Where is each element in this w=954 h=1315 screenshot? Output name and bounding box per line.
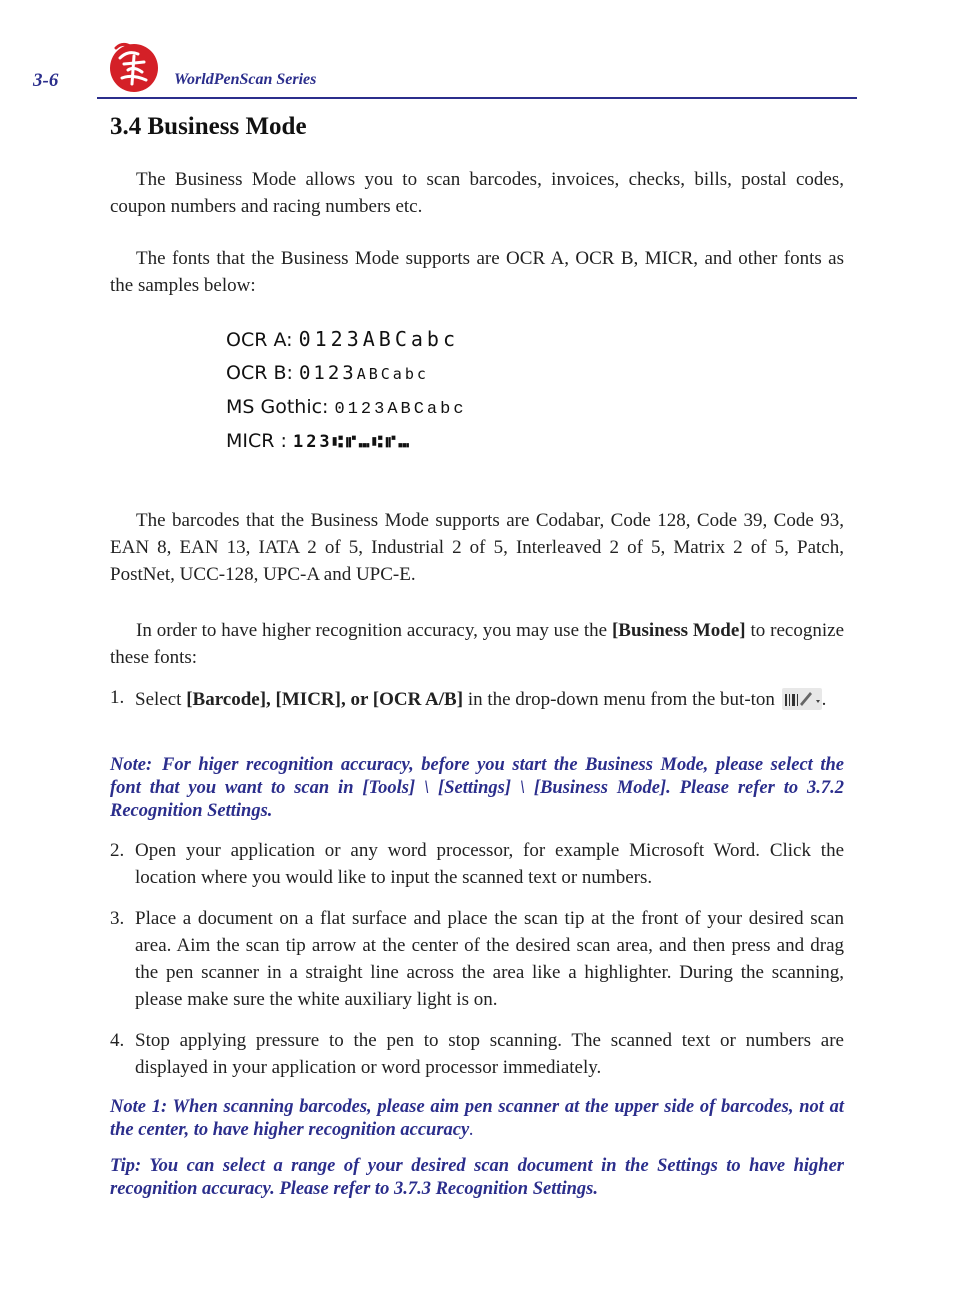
sample-text: 0123ABCabc [298, 327, 459, 351]
step-number: 4. [110, 1030, 125, 1051]
step-text: Select [135, 689, 187, 710]
sample-text-small: ABCabc [356, 365, 429, 383]
section-title: 3.4 Business Mode [110, 113, 307, 140]
page-number: 3-6 [33, 70, 59, 91]
sample-ms-gothic [226, 390, 467, 424]
accuracy-text: In order to have higher recognition accuracy, you may use the [136, 620, 612, 641]
intro-paragraph: The Business Mode allows you to scan barcodes, invoices, checks, bills, postal codes, coupon numbers and racing numbers etc. [110, 169, 844, 217]
step-bold: [Barcode], [MICR], or [OCR A/B] [186, 689, 464, 710]
step-1 [110, 684, 844, 715]
font-samples [226, 322, 467, 458]
logo-icon [108, 40, 160, 94]
tip-box [110, 1155, 844, 1201]
note-text: For higer recognition accuracy, before you start the Business Mode, please select the font that you want to scan in [Tools] \ [Settings] \ [Business Mode]. Please refer to 3.7.2 Recognition Settings. [110, 755, 844, 821]
note-1-text: When scanning barcodes, please aim pen scanner at the upper side of barcodes, not at the center, to have higher recognition accuracy [110, 1097, 845, 1140]
step-number: 2. [110, 840, 125, 861]
step-text: Open your application or any word processor, for example Microsoft Word. Click the location where you would like to input the scanned text or numbers. [135, 840, 844, 888]
step-text: Stop applying pressure to the pen to stop scanning. The scanned text or numbers are displayed in your application or word processor immediately. [135, 1030, 844, 1078]
accuracy-bold: [Business Mode] [611, 620, 746, 641]
header-divider [97, 97, 857, 99]
sample-ocr-b [226, 356, 467, 390]
step-text-after: in the drop-down menu from the but-ton [463, 689, 775, 710]
step-4 [110, 1027, 844, 1081]
barcodes-paragraph: The barcodes that the Business Mode supports are Codabar, Code 128, Code 39, Code 93, EAN 8, EAN 13, IATA 2 of 5, Industrial 2 of 5, Interleaved 2 of 5, Matrix 2 of 5, Patch, PostNet, UCC-128, UPC-A and UPC-E. [110, 510, 844, 585]
sample-label: OCR A: [226, 329, 293, 351]
series-name: WorldPenScan Series [174, 71, 317, 88]
sample-text: 0123ABCabc [334, 400, 467, 419]
sample-label: MICR : [226, 430, 287, 452]
step-2 [110, 837, 844, 891]
note-box [110, 754, 844, 823]
sample-label: MS Gothic: [226, 396, 329, 418]
sample-label: OCR B: [226, 362, 293, 384]
barcode-dropdown-button-icon [782, 688, 822, 710]
note-1-box [110, 1096, 844, 1142]
note-1-prefix: Note 1: [110, 1097, 168, 1117]
step-3 [110, 905, 844, 1013]
sample-ocr-a [226, 322, 467, 356]
sample-text: 123⑆⑈⑉⑆⑈⑉ [292, 432, 412, 452]
tip-prefix: Tip: [110, 1156, 142, 1176]
sample-micr [226, 424, 467, 458]
step-number: 1. [110, 687, 125, 708]
sample-text: 0123 [298, 362, 357, 384]
step-text: Place a document on a flat surface and place the scan tip at the front of your desired scan area. Aim the scan tip arrow at the center of the desired scan area, and then press and drag the pen scanner in a straight line across the area like a highlighter. During the scanning, please make sure the white auxiliary light is on. [135, 908, 844, 1010]
note-1-end: . [469, 1120, 474, 1140]
accuracy-paragraph [110, 617, 844, 671]
step-number: 3. [110, 908, 125, 929]
accuracy-text-end: to recognize these fonts: [110, 620, 844, 668]
step-text-end: . [821, 689, 827, 710]
fonts-paragraph: The fonts that the Business Mode supports are OCR A, OCR B, MICR, and other fonts as the samples below: [110, 248, 844, 296]
note-prefix: Note: [110, 755, 153, 775]
tip-text: You can select a range of your desired scan document in the Settings to have higher recognition accuracy. Please refer to 3.7.3 Recognition Settings. [110, 1156, 844, 1199]
